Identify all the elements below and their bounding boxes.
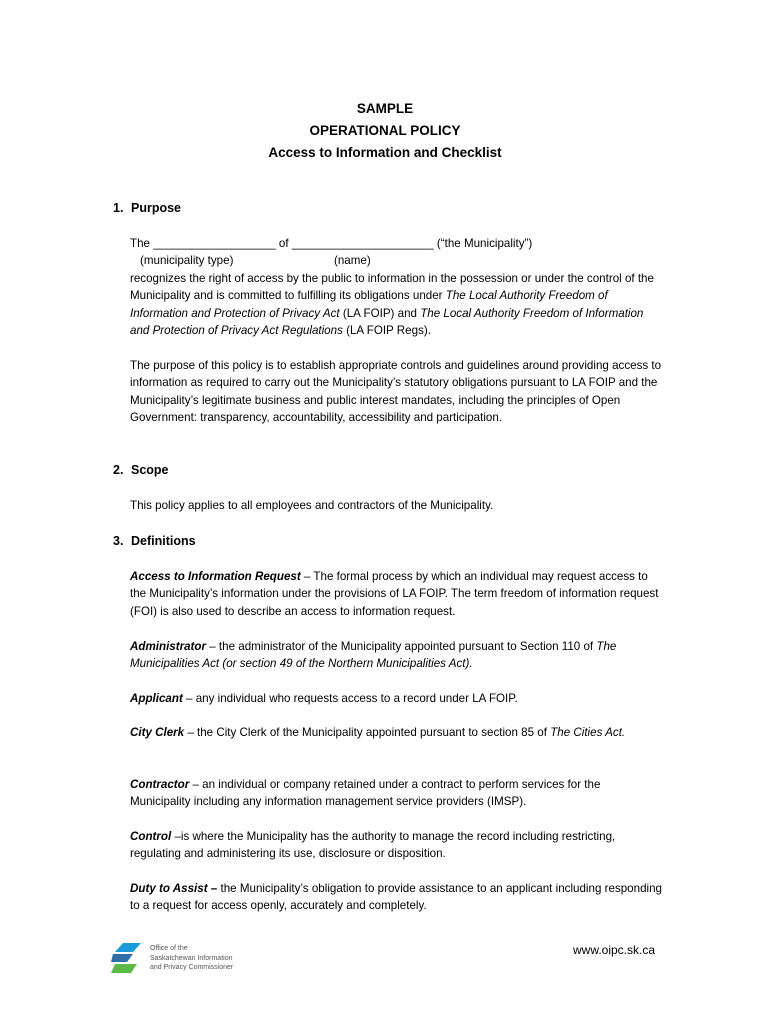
title-line-subject: Access to Information and Checklist (268, 145, 502, 160)
definition-term: Duty to Assist – (130, 882, 218, 895)
purpose-paragraph-2: The purpose of this policy is to establish appropriate controls and guidelines around providing access to information as required to carry out the Municipality’s statutory obligations pursuant to LA FOIP and the Municipality’s legitimate business and public interest mandates, including the principles of Open Government: transparency, accountability, accessibility and participation. (130, 359, 662, 425)
definition-administrator: Administrator – the administrator of the Municipality appointed pursuant to Section 110 of The Municipalities Act (or section 49 of the Northern Municipalities Act). (130, 640, 617, 671)
footer-website-link[interactable]: www.oipc.sk.ca (573, 943, 656, 957)
document-title (0, 98, 770, 164)
definition-term: Control (130, 830, 172, 843)
definition-term: Administrator (130, 640, 207, 653)
oipc-logo-text: Office of the Saskatchewan Information and Privacy Commissioner (150, 945, 234, 971)
definition-duty-to-assist: Duty to Assist – the Municipality’s obligation to provide assistance to an applicant including responding to a request for access openly, accurately and completely. (130, 882, 663, 913)
section-heading-purpose: 1. Purpose (113, 201, 182, 215)
section-heading-scope: 2. Scope (113, 463, 169, 477)
title-line-policy: OPERATIONAL POLICY (309, 123, 461, 138)
title-line-sample: SAMPLE (356, 101, 414, 116)
definition-term: Access to Information Request (130, 570, 301, 583)
section-heading-definitions: 3. Definitions (113, 534, 196, 548)
definition-contractor: Contractor – an individual or company retained under a contract to perform services for the Municipality including any information management service providers (IMSP). (130, 778, 601, 809)
definition-term: Applicant (130, 692, 183, 705)
definition-control: Control –is where the Municipality has the authority to manage the record including restricting, regulating and administering its use, disclosure or disposition. (130, 830, 616, 861)
logo-darkblue-shape (111, 954, 133, 962)
scope-paragraph: This policy applies to all employees and contractors of the Municipality. (130, 499, 494, 512)
municipality-type-label: (municipality type) (140, 254, 234, 268)
definition-applicant: Applicant – any individual who requests access to a record under LA FOIP. (130, 692, 518, 705)
definition-city-clerk: City Clerk – the City Clerk of the Municipality appointed pursuant to section 85 of The Cities Act. (130, 726, 626, 739)
definition-term: Contractor (130, 778, 190, 791)
definition-term: City Clerk (130, 726, 185, 739)
logo-blue-shape (115, 943, 141, 952)
purpose-fill-line: The ___________________ of ______________________ (“the Municipality”) (municipality type) (name) (130, 235, 662, 269)
purpose-paragraph-1: recognizes the right of access by the public to information in the possession or under the control of the Municipality and is committed to fulfilling its obligations under The Local Authority Freedom of Information and Protection of Privacy Act (LA FOIP) and The Local Authority Freedom of Information and Protection of Privacy Act Regulations (LA FOIP Regs). (130, 272, 654, 338)
logo-green-shape (111, 964, 137, 973)
oipc-logo-icon (111, 943, 147, 977)
definition-access-request: Access to Information Request – The formal process by which an individual may request access to the Municipality’s information under the provisions of LA FOIP. The term freedom of information request (FOI) is also used to describe an access to information request. (130, 570, 659, 618)
la-foip-regs-title: The Local Authority Freedom of Information and Protection of Privacy Act Regulations (130, 306, 644, 338)
la-foip-act-title: The Local Authority Freedom of Information and Protection of Privacy Act (130, 289, 608, 320)
municipality-name-label: (name) (334, 254, 371, 268)
